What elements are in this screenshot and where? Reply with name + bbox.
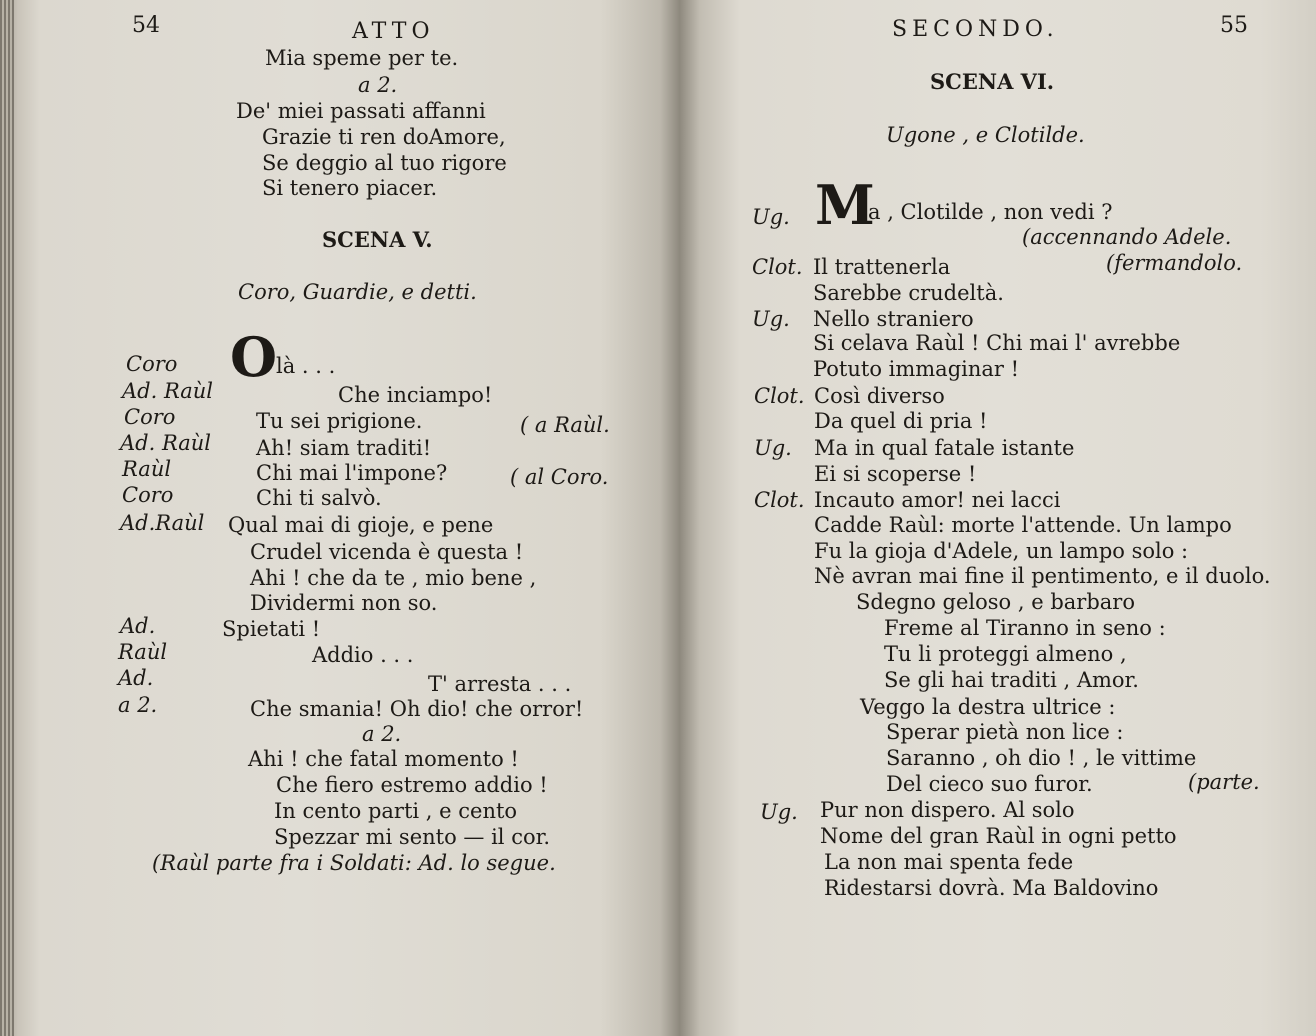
speaker: Raùl — [122, 457, 172, 481]
verse-line: Ahi ! che fatal momento ! — [248, 747, 519, 771]
speaker: Ug. — [752, 205, 790, 229]
dialogue-text: La non mai spenta fede — [824, 850, 1074, 874]
verse-line: a 2. — [358, 73, 398, 97]
verse-line: Si tenero piacer. — [262, 176, 438, 200]
right-page — [680, 0, 1316, 1036]
dialogue-text: Ah! siam traditi! — [256, 436, 432, 460]
dialogue-text: Nome del gran Raùl in ogni petto — [820, 824, 1177, 848]
dialogue-text: Ei si scoperse ! — [814, 462, 977, 486]
dialogue-text: Che inciampo! — [338, 383, 493, 407]
verse-line: Se deggio al tuo rigore — [262, 151, 507, 175]
speaker: Coro — [124, 405, 176, 429]
page-number-left: 54 — [132, 13, 160, 38]
speaker: Ad. — [120, 614, 156, 638]
scene-cast: Coro, Guardie, e detti. — [238, 280, 477, 304]
verse-line: Sperar pietà non lice : — [886, 720, 1124, 744]
dialogue-text: Potuto immaginar ! — [813, 357, 1020, 381]
page-edges — [0, 0, 14, 1036]
stage-direction: (Raùl parte fra i Soldati: Ad. lo segue. — [152, 851, 556, 875]
speaker: Ad. — [118, 666, 154, 690]
dialogue-text: Che smania! Oh dio! che orror! — [250, 697, 584, 721]
dialogue-text: Dividermi non so. — [250, 591, 438, 615]
speaker: Clot. — [754, 488, 805, 512]
running-head-right: SECONDO. — [892, 17, 1059, 42]
dialogue-text: Ridestarsi dovrà. Ma Baldovino — [824, 876, 1159, 900]
scene-title: SCENA VI. — [930, 69, 1055, 94]
drop-cap: O — [230, 325, 278, 389]
dialogue-text: Crudel vicenda è questa ! — [250, 540, 524, 564]
speaker: Ug. — [752, 307, 790, 331]
stage-direction: ( a Raùl. — [520, 413, 610, 437]
dialogue-text: Tu sei prigione. — [256, 409, 423, 433]
verse-line: Saranno , oh dio ! , le vittime — [886, 746, 1197, 770]
drop-cap: M — [815, 173, 875, 237]
verse-line: Freme al Tiranno in seno : — [884, 616, 1166, 640]
verse-line: Del cieco suo furor. — [886, 772, 1093, 796]
speaker: Ug. — [760, 800, 798, 824]
stage-direction: ( al Coro. — [510, 465, 609, 489]
dialogue-text: Cadde Raùl: morte l'attende. Un lampo — [814, 513, 1232, 537]
scene-title: SCENA V. — [322, 227, 433, 252]
dialogue-text: Il trattenerla — [813, 255, 951, 279]
dialogue-text: Pur non dispero. Al solo — [820, 798, 1075, 822]
speaker: Ad. Raùl — [122, 379, 214, 403]
dialogue-text: Incauto amor! nei lacci — [814, 488, 1061, 512]
speaker: Ad.Raùl — [120, 511, 205, 535]
stage-direction: (accennando Adele. — [1022, 225, 1232, 249]
dialogue-text: Si celava Raùl ! Chi mai l' avrebbe — [813, 331, 1181, 355]
verse-line: De' miei passati affanni — [236, 99, 486, 123]
verse-line: Sdegno geloso , e barbaro — [856, 590, 1135, 614]
dialogue-text: Ahi ! che da te , mio bene , — [250, 566, 537, 590]
speaker: a 2. — [118, 693, 158, 717]
stage-direction: (fermandolo. — [1106, 251, 1243, 275]
dialogue-text: Addio . . . — [312, 643, 414, 667]
dialogue-text: a , Clotilde , non vedi ? — [868, 200, 1113, 224]
dialogue-text: Sarebbe crudeltà. — [813, 281, 1004, 305]
page-number-right: 55 — [1220, 13, 1248, 38]
verse-line: Spezzar mi sento — il cor. — [274, 825, 551, 849]
scene-cast: Ugone , e Clotilde. — [886, 123, 1085, 147]
stage-direction: (parte. — [1188, 770, 1260, 794]
verse-line: Che fiero estremo addio ! — [276, 773, 548, 797]
dialogue-text: là . . . — [276, 354, 336, 378]
dialogue-text: Spietati ! — [222, 617, 321, 641]
speaker: Clot. — [752, 255, 803, 279]
speaker: Ug. — [754, 436, 792, 460]
speaker: Coro — [126, 352, 178, 376]
dialogue-text: T' arresta . . . — [428, 672, 572, 696]
dialogue-text: Ma in qual fatale istante — [814, 436, 1075, 460]
dialogue-text: Fu la gioja d'Adele, un lampo solo : — [814, 539, 1189, 563]
verse-line: a 2. — [362, 722, 402, 746]
dialogue-text: Qual mai di gioje, e pene — [228, 513, 494, 537]
verse-line: Se gli hai traditi , Amor. — [884, 668, 1139, 692]
dialogue-text: Da quel di pria ! — [814, 409, 988, 433]
speaker: Ad. Raùl — [120, 431, 212, 455]
verse-line: Grazie ti ren doAmore, — [262, 125, 506, 149]
verse-line: Mia speme per te. — [265, 46, 459, 70]
running-head-left: ATTO — [352, 19, 435, 44]
dialogue-text: Nello straniero — [813, 307, 974, 331]
dialogue-text: Nè avran mai fine il pentimento, e il duolo. — [814, 564, 1271, 588]
speaker: Raùl — [118, 640, 168, 664]
dialogue-text: Così diverso — [814, 384, 945, 408]
speaker: Clot. — [754, 384, 805, 408]
dialogue-text: Chi mai l'impone? — [256, 461, 448, 485]
speaker: Coro — [122, 483, 174, 507]
verse-line: Veggo la destra ultrice : — [860, 695, 1116, 719]
dialogue-text: Chi ti salvò. — [256, 486, 382, 510]
verse-line: In cento parti , e cento — [274, 799, 518, 823]
verse-line: Tu li proteggi almeno , — [884, 642, 1127, 666]
